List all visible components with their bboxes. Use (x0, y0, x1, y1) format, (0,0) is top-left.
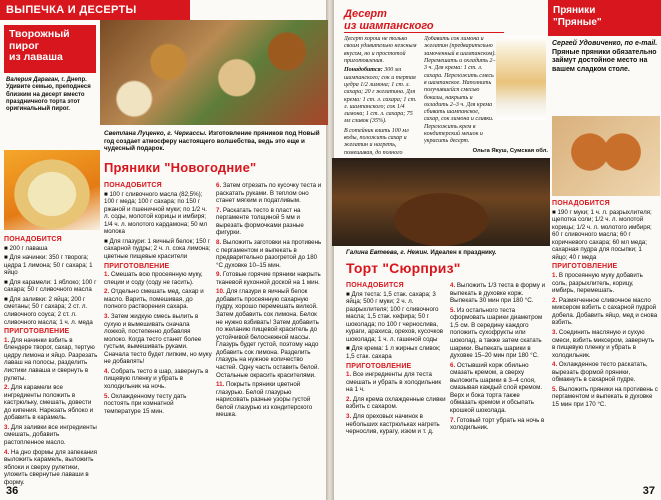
cookies-step: 7. Раскатать тесто в пласт на пергаменте толщиной 5 мм и вырезать формочками разные фигурки. (216, 206, 304, 237)
dessert-title: Десерт из шампанского (344, 8, 434, 33)
cottage-cheese-pie-photo (4, 150, 100, 230)
spiced-step: 3. Соединить масляную и сухую смеси, взбить миксером, завернуть в пищевую пленку и убрать в холодильник. (552, 328, 655, 359)
cake-recipe-col1 (346, 282, 446, 482)
cake-step: 1. Все ингредиенты для теста смешать и убрать в холодильник на 1 ч. (346, 371, 442, 394)
pie-step: 3. Для заливки все ингредиенты смешать, добавить растопленное масло. (4, 423, 97, 446)
cookies-step: 4. Собрать тесто в шар, завернуть в пищевую пленку и убрать в холодильник на ночь. (104, 367, 209, 390)
cookies-author-city: г. Черкассы. (167, 130, 207, 137)
pie-recipe (4, 236, 100, 486)
spiced-author-source: по e-mail. (624, 40, 658, 47)
cake-step: 3. Для ореховых начинок в небольших кастрюльках нагреть чернослив, курагу, изюм и т. д. (346, 412, 440, 436)
heart-cookies-photo (552, 116, 660, 196)
gingerbread-cookies-photo (100, 20, 328, 125)
section-banner: ВЫПЕЧКА И ДЕСЕРТЫ (0, 0, 190, 20)
cookies-step: 1. Смешать всю просеянную муку, специи и соду (соду не гасить). (104, 271, 203, 286)
cake-step: 2. Для крема охлажденные сливки взбить с сахаром. (346, 395, 446, 411)
pie-ingredient: ■ Для карамели: 1 яблоко; 100 г сахара; 50 г сливочного масла (4, 278, 97, 294)
pie-author-city: г. Днепр. (61, 77, 87, 83)
cookies-intro: Изготовление пряников под Новый год создает атмосферу настоящего волшебства, ведь это еще и чудесный подарок. (104, 130, 320, 153)
cake-step: 4. Выложить 1/3 теста в форму и выпекать в духовке корж. Выпекать 30 мин при 180 °С. (450, 282, 546, 305)
dessert-author: Ольга Якуш, Сумская обл. (472, 148, 548, 154)
cookies-ingredient: ■ 100 г сливочного масла (82,5%); 100 г меда; 100 г сахара; по 150 г ржаной и пшеничной муки; по 1/2 ч. л. соды, молотой корицы и имбиря; 1/4 ч. л. молотого кардамона; 50 мл молока (104, 190, 208, 236)
dessert-text1: В сотейник влить 100 мл воды, положить сахар и желатин и нагреть, помешивая, до полного (344, 127, 409, 156)
cookies-author-name: Светлана Луценко, (104, 130, 166, 137)
pie-step: 1. Для начинки взбить в блендере творог, сахар, тертую цедру лимона и яйцо. Разрезать лаваш на полосы, разделить листики лаваша и свернуть в рулеты. (4, 336, 98, 382)
spiced-prep-header: ПРИГОТОВЛЕНИЕ (552, 263, 618, 271)
pie-ingredient: ■ Для заливки: 2 яйца; 200 г сметаны; 50 г сахара; 2 ст. л. сливочного соуса; 2 ст. л. сливочного масла; 1 ч. л. меда (4, 295, 93, 326)
cake-prep-header: ПРИГОТОВЛЕНИЕ (346, 362, 412, 370)
cookies-recipe-col1 (104, 182, 212, 482)
cookies-needed-header: ПОНАДОБИТСЯ (104, 182, 162, 189)
spiced-step: 2. Размягченное сливочное масло миксером взбить с сахарной пудрой добела. Добавить яйцо, мед и снова взбить. (552, 296, 658, 327)
pie-author-name: Валерия Дараган, (6, 77, 60, 83)
cake-ingredient: ■ Для теста: 1,5 стак. сахара; 3 яйца; 500 г муки; 2 ч. л. разрыхлителя; 100 г сливочного масла; 1,5 стак. кефира; 50 г шоколада; по 100 г чернослива, кураги, арахиса, орехов, кусочков шоколада; 1 ч. л. гашеной соды (346, 290, 444, 343)
cookies-ingredient: ■ Для глазури: 1 яичный белок; 150 г сахарной пудры; 2 ч. л. сока лимона; цветные пищевые красители (104, 237, 211, 261)
dessert-intro: Десерт хорош не только своим удивительно нежным вкусом, но и простотой приготовления. (344, 36, 417, 64)
cookies-step: 5. Охлажденному тесту дать постоять при комнатной температуре 15 мин. (104, 392, 187, 415)
dessert-text2: Добавить сок лимона и желатин (предварительно замоченный в шампанском). Перемешать и охладить 2–3 ч. Для крема: 1 ст. л. сахара. Переложить смесь в шампанское. Наполнить получившейся смесью бокалы, накрыть и охладить 2–3 ч. Для крема сбивать шампанское, сахар, сок лимона и сливки. Переложить крем в кондитерский мешок и украсить десерт. (424, 36, 496, 145)
dessert-ingredients: 300 мл шампанского; сок и тертая цедра 1/2 лимона; 1 ст. л. сахара; 20 г желатина. Для крема: 1 ст. л. сахара; 1 ст. л. шампанского; сок 1/4 лимона; 1 ст. л. сахара; 75 мл сливок (35%). (344, 67, 417, 125)
cake-title: Торт "Сюрприз" (346, 260, 461, 276)
cake-needed-header: ПОНАДОБИТСЯ (346, 282, 404, 289)
spiced-recipe (552, 200, 658, 488)
dessert-title-rule (344, 32, 504, 33)
cookies-prep-header: ПРИГОТОВЛЕНИЕ (104, 262, 170, 270)
cake-step: 6. Остывший корж обильно смазать кремом, а сверху выложить шарики в 3–4 слоя, смазывая каждый слой кремом. Верх и бока торта также обмазать кремом и обсыпать крошкой шоколада. (450, 361, 543, 414)
spiced-needed-header: ПОНАДОБИТСЯ (552, 200, 610, 207)
page-number-right: 37 (642, 484, 655, 497)
spiced-step: 5. Выложить пряники на противень с пергаментом и выпекать в духовке 15 мин при 170 °С. (552, 385, 658, 408)
spiced-ingredient: ■ 190 г муки; 1 ч. л. разрыхлителя; щепотка соли; 1/2 ч. л. молотой корицы; 1/2 ч. л. молотого имбиря; 60 г сливочного масла; 60 г коричневого сахара; 60 мл меда; сахарная пудра для посыпки; 1 яйцо; 40 г меда (552, 208, 652, 261)
spiced-intro: Пряные пряники обязательно займут достойное место на вашем сладком столе. (552, 48, 657, 73)
dessert-needed-header: Понадобится: (344, 67, 383, 74)
cookies-step: 9. Готовые горячие пряники накрыть тканевой кухонной доской на 1 мин. (216, 271, 321, 286)
cake-author-block (346, 249, 551, 257)
pie-step: 4. На дно формы для запекания выложить карамель, выложить яблоки и сверху рулетики, уложить свернутые лаваши в форму. (4, 448, 97, 486)
cake-step: 7. Готовый торт убрать на ночь в холодильник. (450, 416, 545, 432)
cake-step: 5. Из остального теста сформовать шарики диаметром 1,5 см. В середину каждого положить сухофрукты или шоколад, а также затем скатать шарики. Выпекать шарики в духовке 15–20 мин при 180 °С. (450, 306, 543, 360)
cookies-step: 6. Затем отрезать по кусочку теста и раскатать руками. В теплом оно станет мягким и податливым. (216, 182, 322, 205)
dessert-col1 (344, 36, 420, 156)
pie-step: 2. Для карамели все ингредиенты положить в кастрюльку, смешать, довести до кипения. Нарезать яблоко и добавить в карамель. (4, 384, 94, 422)
spiced-step: 4. Охлажденное тесто раскатать, вырезать формой пряники, обмакнуть в сахарной пудре. (552, 361, 648, 384)
cookies-recipe-col2 (216, 182, 324, 482)
cookies-step: 3. Затем жидкую смесь вылить в сухую и вымешивать сначала ложкой, постепенно добавляя молоко. Когда тесто станет более густым, вымешивать руками. Сначала тесто будет липким, но муку не добавлять! (104, 312, 212, 366)
cake-recipe-col2 (450, 282, 548, 492)
cookies-title: Пряники "Новогодние" (104, 160, 257, 175)
cookies-step: 2. Отдельно смешать мед, сахар и масло. Варить, помешивая, до полного растворения сахара. (104, 288, 204, 311)
cookies-step: 8. Выложить заготовки на противень с пергаментом и выпекать в предварительно разогретой до 180 °С духовке 10–15 мин. (216, 238, 322, 269)
pie-ingredient: ■ Для начинки: 350 г творога; цедра 1 лимона; 50 г сахара; 1 яйцо (4, 254, 93, 277)
spiced-author-block (552, 40, 660, 74)
pie-author-block (6, 77, 98, 114)
cake-intro: Идеален к празднику. (430, 249, 497, 256)
cookies-step: 11. Покрыть пряники цветной глазурью. Белой глазурью нарисовать разные узоры густой белой глазурью из кондитерского мешка. (216, 381, 313, 419)
spiced-author-name: Сергей Удовиченко, (552, 40, 623, 47)
cake-author-name: Галина Евтеева, (346, 249, 399, 256)
pie-ingredient: ■ 200 г лаваша (4, 244, 48, 252)
cake-author-city: г. Нежин. (400, 249, 429, 256)
page-number-left: 36 (6, 484, 19, 497)
pie-prep-header: ПРИГОТОВЛЕНИЕ (4, 328, 70, 336)
cookies-step: 10. Для глазури в яичный белок добавить просеянную сахарную пудру, хорошо перемешать вилкой. Затем добавить сок лимона. Белок не нужно взбивать! Затем добавить по желанию пищевой краситель до устойчивой белоснежной массы. Глазурь будет густой, поэтому надо добавить сок лимона. Разделить глазурь на нужное количество частей. Одну часть оставить белой. Остальные окрасить красителями. (216, 288, 320, 379)
pie-title: Творожный пирог из лаваша (4, 25, 96, 73)
cookies-author-block (104, 130, 324, 153)
surprise-cake-photo (332, 158, 550, 246)
pie-intro: Удивите семью, преподнеся близким на десерт вместо праздничного торта этот оригинальный пирог. (6, 84, 91, 113)
spiced-cookies-title: Пряники "Пряные" (548, 0, 661, 36)
pie-needed-header: ПОНАДОБИТСЯ (4, 236, 62, 243)
spiced-step: 1. В просеянную муку добавить соль, разрыхлитель, корицу, имбирь, перемешать. (552, 272, 643, 295)
champagne-dessert-photo (496, 36, 546, 120)
dessert-col2 (424, 36, 496, 148)
cake-ingredient: ■ Для крема: 1 л жирных сливок; 1,5 стак. сахара (346, 345, 441, 361)
